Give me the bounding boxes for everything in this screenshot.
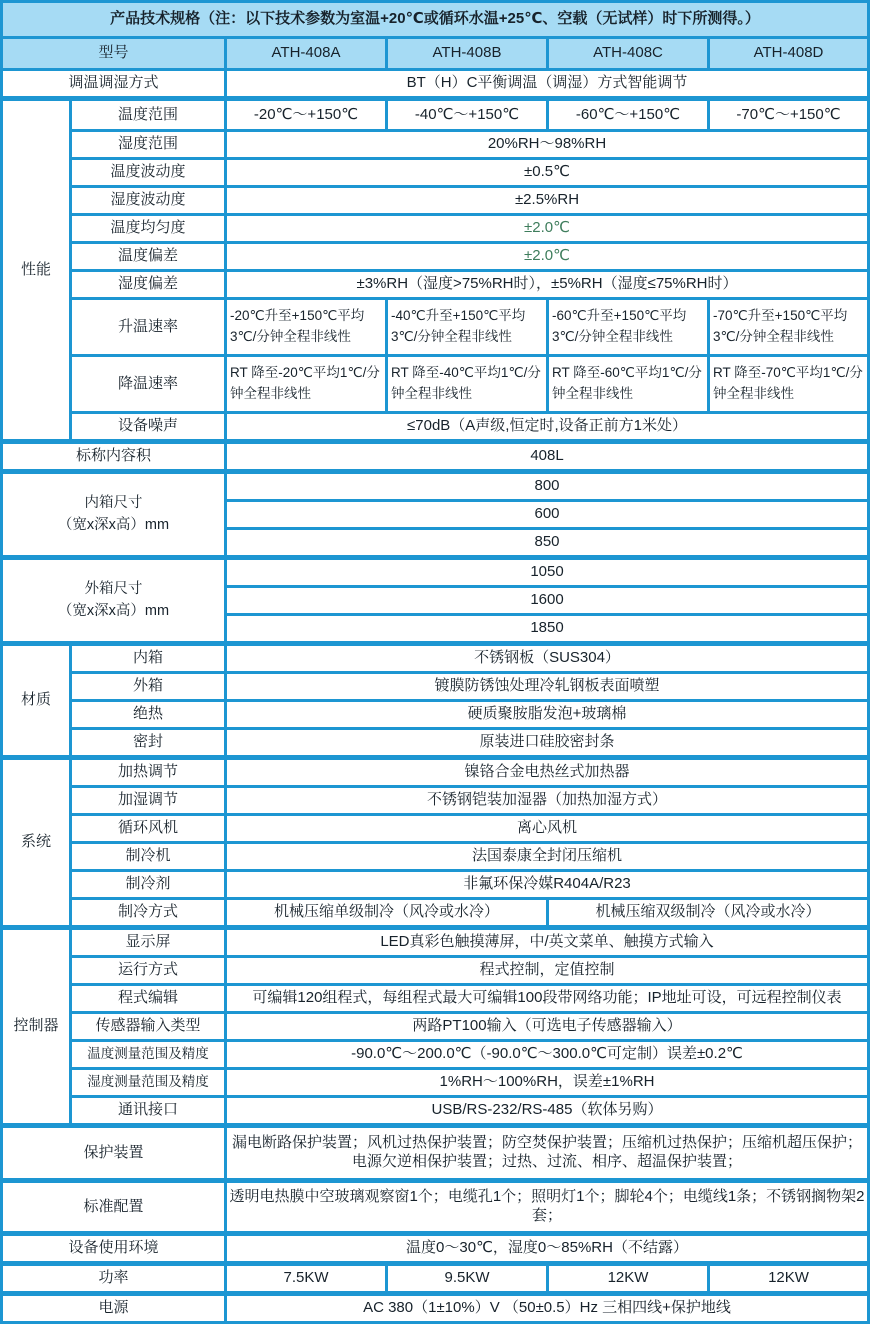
spec-value: 850 bbox=[227, 530, 867, 555]
spec-value: ±2.0℃ bbox=[227, 216, 867, 241]
spec-label: 标准配置 bbox=[3, 1181, 224, 1231]
spec-value: 透明电热膜中空玻璃观察窗1个；电缆孔1个；照明灯1个；脚轮4个；电缆线1条；不锈钢搁物架2套； bbox=[227, 1181, 867, 1231]
spec-value: 镀膜防锈蚀处理冷轧钢板表面喷塑 bbox=[227, 674, 867, 699]
spec-label: 制冷剂 bbox=[72, 872, 224, 897]
spec-value: 1050 bbox=[227, 558, 867, 585]
spec-value: 镍铬合金电热丝式加热器 bbox=[227, 758, 867, 785]
spec-value: 漏电断路保护装置；风机过热保护装置；防空焚保护装置；压缩机过热保护；压缩机超压保护；电源欠逆相保护装置；过热、过流、相序、超温保护装置； bbox=[227, 1126, 867, 1178]
spec-label: 传感器输入类型 bbox=[72, 1014, 224, 1039]
spec-label: 制冷方式 bbox=[72, 900, 224, 925]
spec-label: 绝热 bbox=[72, 702, 224, 727]
spec-label: 密封 bbox=[72, 730, 224, 755]
spec-value: 可编辑120组程式，每组程式最大可编辑100段带网络功能；IP地址可设，可远程控制仪表 bbox=[227, 986, 867, 1011]
spec-value: BT（H）C平衡调温（调湿）方式智能调节 bbox=[227, 71, 867, 96]
spec-value: -40℃～+150℃ bbox=[388, 99, 546, 129]
spec-value: -20℃～+150℃ bbox=[227, 99, 385, 129]
spec-label: 电源 bbox=[3, 1294, 224, 1321]
spec-label: 湿度测量范围及精度 bbox=[72, 1070, 224, 1095]
model-name: ATH-408D bbox=[710, 39, 867, 68]
spec-label: 温度偏差 bbox=[72, 244, 224, 269]
spec-label: 降温速率 bbox=[72, 357, 224, 411]
spec-label: 温度波动度 bbox=[72, 160, 224, 185]
spec-value: 12KW bbox=[549, 1264, 707, 1291]
spec-value: AC 380（1±10%）V （50±0.5）Hz 三相四线+保护地线 bbox=[227, 1294, 867, 1321]
spec-value: 硬质聚胺脂发泡+玻璃棉 bbox=[227, 702, 867, 727]
spec-label-outer-size bbox=[3, 558, 224, 641]
spec-label: 内箱 bbox=[72, 644, 224, 671]
spec-label: 加热调节 bbox=[72, 758, 224, 785]
spec-value: RT 降至-60℃平均1℃/分钟全程非线性 bbox=[549, 357, 707, 411]
spec-label: 调温调湿方式 bbox=[3, 71, 224, 96]
spec-label: 功率 bbox=[3, 1264, 224, 1291]
spec-value: 20%RH～98%RH bbox=[227, 132, 867, 157]
spec-value: -90.0℃～200.0℃（-90.0℃～300.0℃可定制）误差±0.2℃ bbox=[227, 1042, 867, 1067]
spec-label: 湿度波动度 bbox=[72, 188, 224, 213]
spec-value: -60℃～+150℃ bbox=[549, 99, 707, 129]
spec-value: LED真彩色触摸薄屏，中/英文菜单、触摸方式输入 bbox=[227, 928, 867, 955]
group-label-performance: 性能 bbox=[3, 99, 69, 439]
spec-label: 湿度范围 bbox=[72, 132, 224, 157]
spec-value: 非氟环保冷媒R404A/R23 bbox=[227, 872, 867, 897]
group-label-system: 系统 bbox=[3, 758, 69, 925]
spec-value: 不锈钢铠装加湿器（加热加湿方式） bbox=[227, 788, 867, 813]
spec-value: 800 bbox=[227, 472, 867, 499]
spec-label: 温度范围 bbox=[72, 99, 224, 129]
spec-value: 408L bbox=[227, 442, 867, 469]
spec-value: ≤70dB（A声级,恒定时,设备正前方1米处） bbox=[227, 414, 867, 439]
model-name: ATH-408C bbox=[549, 39, 707, 68]
group-label-material: 材质 bbox=[3, 644, 69, 755]
spec-label: 温度均匀度 bbox=[72, 216, 224, 241]
spec-value: 两路PT100输入（可选电子传感器输入） bbox=[227, 1014, 867, 1039]
spec-label: 通讯接口 bbox=[72, 1098, 224, 1123]
spec-value: 1850 bbox=[227, 616, 867, 641]
spec-value: 600 bbox=[227, 502, 867, 527]
spec-label: 运行方式 bbox=[72, 958, 224, 983]
spec-label: 制冷机 bbox=[72, 844, 224, 869]
spec-label-line: （宽x深x高）mm bbox=[57, 602, 170, 619]
spec-value: 法国泰康全封闭压缩机 bbox=[227, 844, 867, 869]
spec-value: 1%RH～100%RH，误差±1%RH bbox=[227, 1070, 867, 1095]
model-row-label: 型号 bbox=[3, 39, 224, 68]
spec-label: 显示屏 bbox=[72, 928, 224, 955]
spec-value: RT 降至-70℃平均1℃/分钟全程非线性 bbox=[710, 357, 867, 411]
spec-value: ±2.5%RH bbox=[227, 188, 867, 213]
spec-label-line: （宽x深x高）mm bbox=[57, 516, 170, 533]
spec-label-line: 外箱尺寸 bbox=[84, 580, 143, 597]
spec-value: 1600 bbox=[227, 588, 867, 613]
table-title: 产品技术规格（注：以下技术参数为室温+20℃或循环水温+25℃、空载（无试样）时下所测得。） bbox=[3, 3, 867, 36]
spec-label-inner-size bbox=[3, 472, 224, 555]
spec-label: 保护装置 bbox=[3, 1126, 224, 1178]
spec-value: ±0.5℃ bbox=[227, 160, 867, 185]
spec-label: 外箱 bbox=[72, 674, 224, 699]
spec-value: 机械压缩双级制冷（风冷或水冷） bbox=[549, 900, 867, 925]
spec-value: 不锈钢板（SUS304） bbox=[227, 644, 867, 671]
spec-value: ±3%RH（湿度>75%RH时），±5%RH（湿度≤75%RH时） bbox=[227, 272, 867, 297]
model-name: ATH-408B bbox=[388, 39, 546, 68]
spec-label: 设备使用环境 bbox=[3, 1234, 224, 1261]
spec-label: 标称内容积 bbox=[3, 442, 224, 469]
spec-value: 温度0～30℃，湿度0～85%RH（不结露） bbox=[227, 1234, 867, 1261]
spec-label-line: 内箱尺寸 bbox=[84, 494, 143, 511]
spec-value: 7.5KW bbox=[227, 1264, 385, 1291]
spec-value: USB/RS-232/RS-485（软体另购） bbox=[227, 1098, 867, 1123]
spec-value: 离心风机 bbox=[227, 816, 867, 841]
spec-value: -20℃升至+150℃平均3℃/分钟全程非线性 bbox=[227, 300, 385, 354]
spec-label: 湿度偏差 bbox=[72, 272, 224, 297]
spec-value: 12KW bbox=[710, 1264, 867, 1291]
spec-value: 程式控制，定值控制 bbox=[227, 958, 867, 983]
spec-value: -70℃～+150℃ bbox=[710, 99, 867, 129]
spec-label: 加湿调节 bbox=[72, 788, 224, 813]
spec-value: -60℃升至+150℃平均3℃/分钟全程非线性 bbox=[549, 300, 707, 354]
spec-value: RT 降至-40℃平均1℃/分钟全程非线性 bbox=[388, 357, 546, 411]
spec-value: RT 降至-20℃平均1℃/分钟全程非线性 bbox=[227, 357, 385, 411]
spec-label: 升温速率 bbox=[72, 300, 224, 354]
spec-value: -70℃升至+150℃平均3℃/分钟全程非线性 bbox=[710, 300, 867, 354]
model-name: ATH-408A bbox=[227, 39, 385, 68]
group-label-controller: 控制器 bbox=[3, 928, 69, 1123]
spec-value: -40℃升至+150℃平均3℃/分钟全程非线性 bbox=[388, 300, 546, 354]
spec-value: 9.5KW bbox=[388, 1264, 546, 1291]
spec-label: 温度测量范围及精度 bbox=[72, 1042, 224, 1067]
spec-label: 循环风机 bbox=[72, 816, 224, 841]
spec-value: ±2.0℃ bbox=[227, 244, 867, 269]
spec-label: 设备噪声 bbox=[72, 414, 224, 439]
spec-label: 程式编辑 bbox=[72, 986, 224, 1011]
spec-value: 机械压缩单级制冷（风冷或水冷） bbox=[227, 900, 546, 925]
spec-value: 原装进口硅胶密封条 bbox=[227, 730, 867, 755]
